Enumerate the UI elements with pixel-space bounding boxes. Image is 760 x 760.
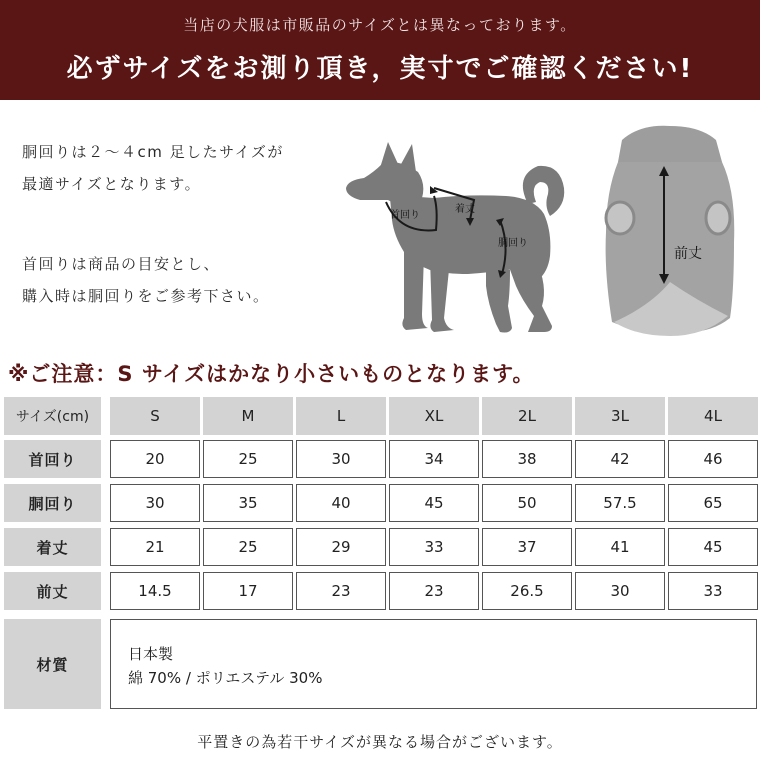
size-column-header: S	[110, 397, 200, 435]
header-banner	[0, 0, 760, 100]
header-title: 必ずサイズをお測り頂き，実寸でご確認ください!	[66, 54, 694, 84]
size-table-cell: 25	[203, 528, 293, 566]
intro-line: 最適サイズとなります。	[22, 175, 202, 193]
intro-line: 購入時は胴回りをご参考下さい。	[22, 287, 270, 305]
material-label: 材質	[4, 619, 101, 709]
intro-body-note	[22, 136, 284, 200]
size-table-cell: 33	[668, 572, 758, 610]
length-label: 着丈	[455, 204, 475, 215]
intro-line: 首回りは商品の目安とし、	[22, 255, 221, 273]
size-table-cell: 57.5	[575, 484, 665, 522]
vest-armhole-right	[706, 202, 730, 234]
size-table-cell: 25	[203, 440, 293, 478]
size-table-cell: 30	[110, 484, 200, 522]
intro-line: 胴回りは２～４cm 足したサイズが	[22, 143, 284, 161]
size-table-cell: 34	[389, 440, 479, 478]
size-column-header: L	[296, 397, 386, 435]
size-table-cell: 23	[296, 572, 386, 610]
vest-hood	[618, 126, 722, 162]
size-row-label: 胴回り	[4, 484, 101, 522]
dog-measurement-diagram	[338, 136, 586, 338]
size-column-header: M	[203, 397, 293, 435]
size-row-label: 前丈	[4, 572, 101, 610]
size-table-cell: 29	[296, 528, 386, 566]
front-length-label: 前丈	[674, 246, 702, 262]
size-table-cell: 33	[389, 528, 479, 566]
size-table-cell: 41	[575, 528, 665, 566]
size-table-cell: 26.5	[482, 572, 572, 610]
dog-silhouette	[346, 142, 564, 333]
material-info	[110, 619, 757, 709]
vest-armhole-left	[606, 202, 634, 234]
body-label: 胴回り	[498, 238, 528, 249]
intro-neck-note	[22, 248, 270, 312]
size-table-cell: 30	[296, 440, 386, 478]
size-table-cell: 50	[482, 484, 572, 522]
notice-text: ※ご注意：S サイズはかなり小さいものとなります。	[8, 362, 535, 386]
size-table-cell: 23	[389, 572, 479, 610]
size-column-header: 4L	[668, 397, 758, 435]
size-table-cell: 65	[668, 484, 758, 522]
size-table-cell: 40	[296, 484, 386, 522]
size-column-header: 3L	[575, 397, 665, 435]
material-composition: 綿 70% / ポリエステル 30%	[128, 669, 323, 687]
header-subtitle: 当店の犬服は市販品のサイズとは異なっております。	[183, 16, 577, 34]
size-table-cell: 35	[203, 484, 293, 522]
size-row-label: 首回り	[4, 440, 101, 478]
size-table-header-label: サイズ(cm)	[4, 397, 101, 435]
size-column-header: XL	[389, 397, 479, 435]
material-origin: 日本製	[128, 645, 174, 663]
size-table-cell: 42	[575, 440, 665, 478]
size-table-cell: 17	[203, 572, 293, 610]
size-table-cell: 30	[575, 572, 665, 610]
size-table-cell: 46	[668, 440, 758, 478]
size-table-cell: 45	[668, 528, 758, 566]
size-table-cell: 45	[389, 484, 479, 522]
size-table-cell: 37	[482, 528, 572, 566]
vest-illustration	[600, 122, 740, 342]
size-column-header: 2L	[482, 397, 572, 435]
size-table-cell: 20	[110, 440, 200, 478]
size-table-cell: 14.5	[110, 572, 200, 610]
size-row-label: 着丈	[4, 528, 101, 566]
footnote: 平置きの為若干サイズが異なる場合がございます。	[197, 733, 563, 751]
size-table-cell: 38	[482, 440, 572, 478]
neck-label: 首回り	[390, 210, 420, 221]
size-table-cell: 21	[110, 528, 200, 566]
